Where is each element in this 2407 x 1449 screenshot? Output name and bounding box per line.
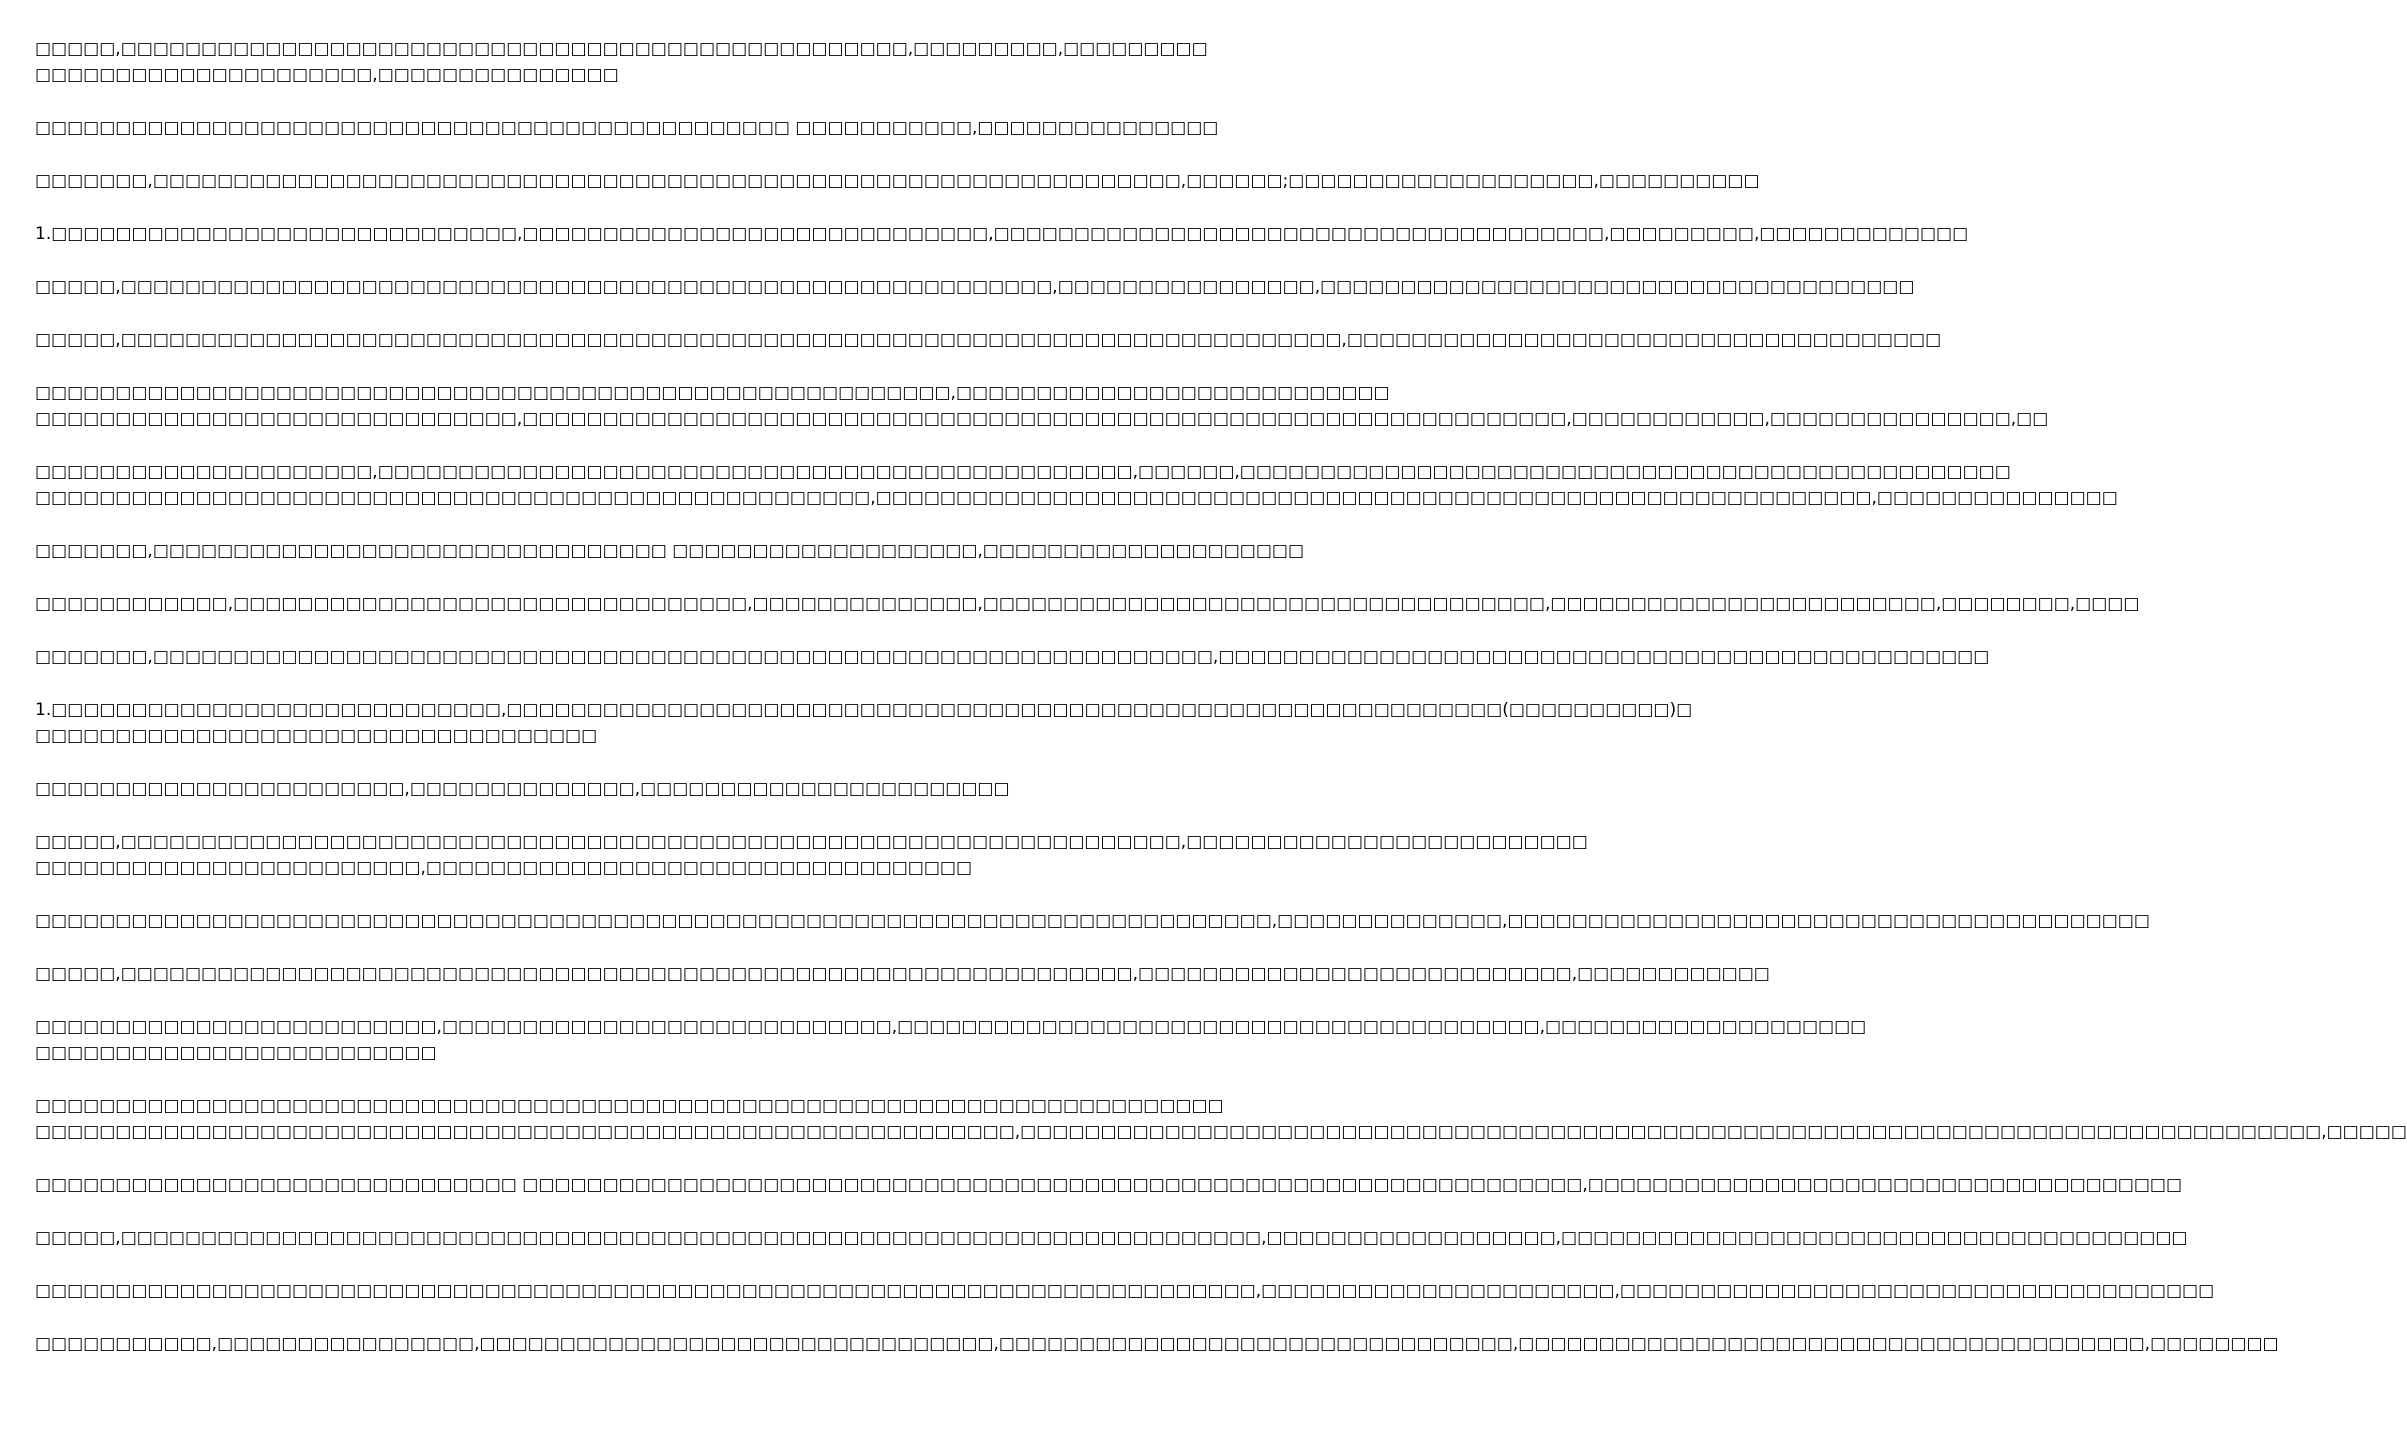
paragraph xyxy=(35,1093,2407,1145)
paragraph xyxy=(35,1278,2215,1304)
text-line: □□□□□□□□□□□□□□□□□□□□□□□□□□□□□□□□□□□□□□□□□□□□□□□□□□□□□□□□□□□□□□□□□□□□□□□□□□□□□,□□□□□□□□□□□□□□,□□□□□□□□□□□□□□□□□□□□□□□□□□□□□□□□□□□□□□□□ xyxy=(35,911,2150,931)
text-line: □□□□□□□□□□□,□□□□□□□□□□□□□□□□,□□□□□□□□□□□□□□□□□□□□□□□□□□□□□□□□,□□□□□□□□□□□□□□□□□□□□□□□□□□□□□□□□,□□□□□□□□□□□□□□□□□□□□□□□□□□□□□□□□□□□□□□□,□□□□□□□□ xyxy=(35,1334,2279,1354)
paragraph xyxy=(35,538,1305,564)
text-line: □□□□□□□□□□□□□□□□□□□□□□□□□□□□□□□□□□□□□□□□□□□□□□□□□□□□□□□□□□□□□□□□□□□□□□□□□□□□,□□□□□□□□□□□□□□□□□□□□□□,□□□□□□□□□□□□□□□□□□□□□□□□□□□□□□□□□□□□□ xyxy=(35,1281,2215,1301)
paragraph xyxy=(35,36,1208,88)
text-line: □□□□□,□□□□□□□□□□□□□□□□□□□□□□□□□□□□□□□□□□□□□□□□□□□□□□□□□,□□□□□□□□□,□□□□□□□□□ xyxy=(35,39,1208,59)
paragraph xyxy=(35,115,1219,141)
paragraph xyxy=(35,1225,2188,1251)
paragraph xyxy=(35,327,1942,353)
paragraph xyxy=(35,908,2150,934)
paragraph xyxy=(35,591,2140,617)
text-line: □□□□□,□□□□□□□□□□□□□□□□□□□□□□□□□□□□□□□□□□□□□□□□□□□□□□□□□□□□□□□□□□□□□□□□□□□□□□□□□□□□,□□□□□□□□□□□□□□□□□□□□□□□□□□□□□□□□□□□□□ xyxy=(35,330,1942,350)
text-line: □□□□□□□□□□□□□□□□□□□□□,□□□□□□□□□□□□□□□□□□□□□□□□□□□□□□□□□□□□□□□□□□□□□□□,□□□□□□,□□□□□□□□□□□□□□□□□□□□□□□□□□□□□□□□□□□□□□□□□□□□□□□□ xyxy=(35,462,2011,482)
text-line: □□□□□□□□□□□□□□□□□□□□□,□□□□□□□□□□□□□□□ xyxy=(35,65,619,85)
text-line: □□□□□□□□□□□□,□□□□□□□□□□□□□□□□□□□□□□□□□□□□□□□□,□□□□□□□□□□□□□□,□□□□□□□□□□□□□□□□□□□□□□□□□□□□□□□□□□□,□□□□□□□□□□□□□□□□□□□□□□□□,□□□□□□□□,□□□□ xyxy=(35,594,2140,614)
text-line: □□□□□□□,□□□□□□□□□□□□□□□□□□□□□□□□□□□□□□□□ □□□□□□□□□□□□□□□□□□□,□□□□□□□□□□□□□□□□□□□□ xyxy=(35,541,1305,561)
text-line: □□□□□□□□□□□□□□□□□□□□□□□□□□□□□□ □□□□□□□□□□□□□□□□□□□□□□□□□□□□□□□□□□□□□□□□□□□□□□□□□□□□□□□□□□□□□□□□□□,□□□□□□□□□□□□□□□□□□□□□□□□□□□□□□□□□□□□□ xyxy=(35,1175,2183,1195)
text-line: □□□□□,□□□□□□□□□□□□□□□□□□□□□□□□□□□□□□□□□□□□□□□□□□□□□□□□□□□□□□□□□□□□□□□,□□□□□□□□□□□□□□□□□□□□□□□□□□□,□□□□□□□□□□□□ xyxy=(35,964,1770,984)
paragraph xyxy=(35,961,1770,987)
paragraph xyxy=(35,168,1760,194)
paragraph xyxy=(35,829,1588,881)
text-line: 1.□□□□□□□□□□□□□□□□□□□□□□□□□□□□,□□□□□□□□□□□□□□□□□□□□□□□□□□□□□□□□□□□□□□□□□□□□□□□□□□□□□□□□□□□□□□(□□□□□□□□□□)□ xyxy=(35,700,1693,720)
paragraph xyxy=(35,459,2118,511)
paragraph xyxy=(35,274,1915,300)
paragraph xyxy=(35,221,1969,247)
text-line: 1.□□□□□□□□□□□□□□□□□□□□□□□□□□□□□,□□□□□□□□□□□□□□□□□□□□□□□□□□□□□,□□□□□□□□□□□□□□□□□□□□□□□□□□□□□□□□□□□□□□,□□□□□□□□□,□□□□□□□□□□□□□ xyxy=(35,224,1969,244)
text-line: □□□□□□□□□□□□□□□□□□□□□□□□□□□□□□□□□□□□□□□□□□□□□□□□□□□□□□□□□□□□□□□□□□□□□□□□□□ xyxy=(35,1096,1224,1116)
text-line: □□□□□□□□□□□□□□□□□□□□□□□□□ xyxy=(35,1043,437,1063)
text-line: □□□□□□□□□□□□□□□□□□□□□□□□□□□□□□□□□□□□□□□□□□□□□□□□□□□□□□□□□,□□□□□□□□□□□□□□□□□□□□□□□□□□□ xyxy=(35,383,1390,403)
document-page xyxy=(35,36,2407,1384)
text-line: □□□□□,□□□□□□□□□□□□□□□□□□□□□□□□□□□□□□□□□□□□□□□□□□□□□□□□□□□□□□□□□□□□□□□□□□□□□□□,□□□□□□□□□□□□□□□□□□,□□□□□□□□□□□□□□□□□□□□□□□□□□□□□□□□□□□□□□□ xyxy=(35,1228,2188,1248)
text-line: □□□□□□□□□□□□□□□□□□□□□□□□□□□□□□□□□□□ xyxy=(35,726,598,746)
text-line: □□□□□□□□□□□□□□□□□□□□□□□□□□□□□□□□□□□□□□□□□□□□□□□□□□□□,□□□□□□□□□□□□□□□□□□□□□□□□□□□□□□□□□□□□□□□□□□□□□□□□□□□□□□□□□□□□□□,□□□□□□□□□□□□□□□ xyxy=(35,488,2118,508)
text-line: □□□□□,□□□□□□□□□□□□□□□□□□□□□□□□□□□□□□□□□□□□□□□□□□□□□□□□□□□□□□□□□□□□□□□□□□,□□□□□□□□□□□□□□□□□□□□□□□□□ xyxy=(35,832,1588,852)
text-line: □□□□□,□□□□□□□□□□□□□□□□□□□□□□□□□□□□□□□□□□□□□□□□□□□□□□□□□□□□□□□□□□,□□□□□□□□□□□□□□□□,□□□□□□□□□□□□□□□□□□□□□□□□□□□□□□□□□□□□□ xyxy=(35,277,1915,297)
text-line: □□□□□□□□□□□□□□□□□□□□□□□□,□□□□□□□□□□□□□□□□□□□□□□□□□□□□□□□□□□ xyxy=(35,858,973,878)
text-line: □□□□□□□□□□□□□□□□□□□□□□□□□□□□□□,□□□□□□□□□□□□□□□□□□□□□□□□□□□□□□□□□□□□□□□□□□□□□□□□□□□□□□□□□□□□□□□□□,□□□□□□□□□□□□,□□□□□□□□□□□□□□□,□□ xyxy=(35,409,2049,429)
text-line: □□□□□□□□□□□□□□□□□□□□□□□□□,□□□□□□□□□□□□□□□□□□□□□□□□□□□□,□□□□□□□□□□□□□□□□□□□□□□□□□□□□□□□□□□□□□□□□,□□□□□□□□□□□□□□□□□□□□ xyxy=(35,1017,1867,1037)
paragraph xyxy=(35,697,1693,749)
text-line: □□□□□□□□□□□□□□□□□□□□□□□□□□□□□□□□□□□□□□□□□□□□□□□□□□□□□□□□□□□□□,□□□□□□□□□□□□□□□□□□□□□□□□□□□□□□□□□□□□□□□□□□□□□□□□□□□□□□□□□□□□□□□□□□□□□□□□□□□□□□□□□,□□□□□ xyxy=(35,1122,2407,1142)
text-line: □□□□□□□,□□□□□□□□□□□□□□□□□□□□□□□□□□□□□□□□□□□□□□□□□□□□□□□□□□□□□□□□□□□□□□□□□□,□□□□□□□□□□□□□□□□□□□□□□□□□□□□□□□□□□□□□□□□□□□□□□□□ xyxy=(35,647,1990,667)
paragraph xyxy=(35,1331,2279,1357)
paragraph xyxy=(35,1172,2183,1198)
paragraph xyxy=(35,1014,1867,1066)
text-line: □□□□□□□,□□□□□□□□□□□□□□□□□□□□□□□□□□□□□□□□□□□□□□□□□□□□□□□□□□□□□□□□□□□□□□□□,□□□□□□;□□□□□□□□□□□□□□□□□□□,□□□□□□□□□□ xyxy=(35,171,1760,191)
paragraph xyxy=(35,776,1010,802)
paragraph xyxy=(35,380,2049,432)
text-line: □□□□□□□□□□□□□□□□□□□□□□□□□□□□□□□□□□□□□□□□□□□□□□□ □□□□□□□□□□□,□□□□□□□□□□□□□□□ xyxy=(35,118,1219,138)
paragraph xyxy=(35,644,1990,670)
text-line: □□□□□□□□□□□□□□□□□□□□□□□,□□□□□□□□□□□□□□,□□□□□□□□□□□□□□□□□□□□□□□ xyxy=(35,779,1010,799)
